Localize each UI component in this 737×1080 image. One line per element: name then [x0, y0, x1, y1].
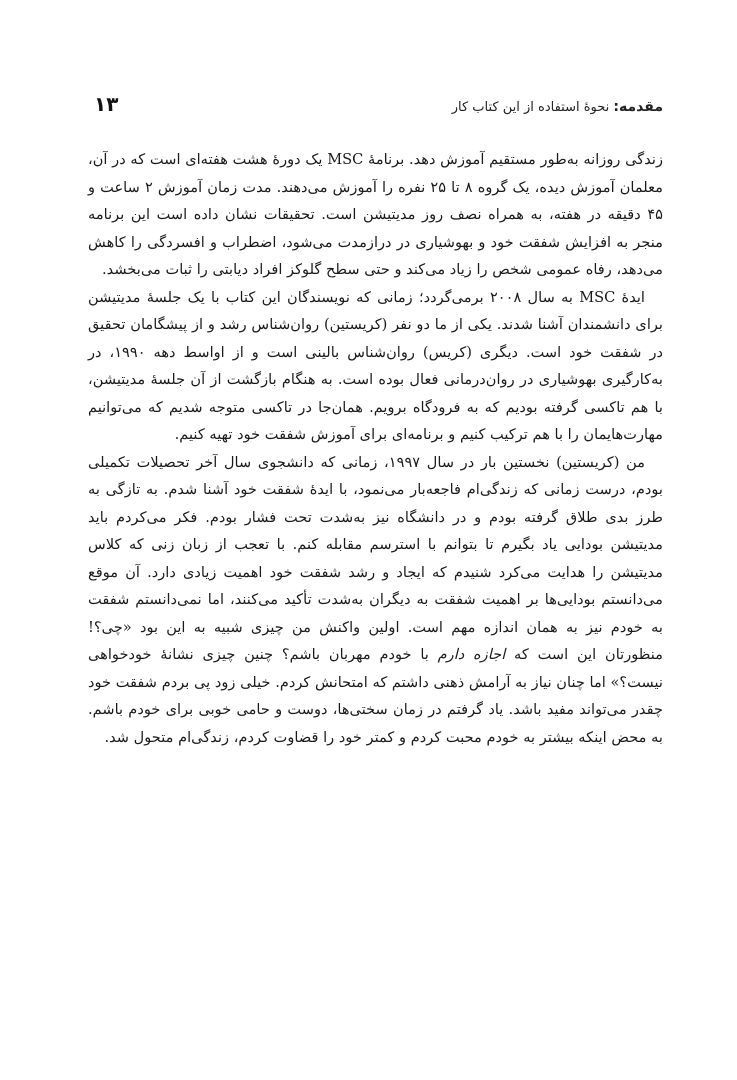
running-header [88, 92, 663, 132]
book-page [88, 92, 663, 751]
body-text [88, 146, 663, 751]
paragraph-3-italic-phrase: اجازه دارم [437, 646, 506, 663]
paragraph-2: ایدهٔ MSC به سال ۲۰۰۸ برمی‌گردد؛ زمانی که نویسندگان این کتاب با یک جلسهٔ مدیتیشن برای دانشمندان آشنا شدند. یکی از ما دو نفر (کریستین) روان‌شناس رشد و از پیشگامان تحقیق در شفقت خود است. دیگری (کریس) روان‌شناس بالینی است و از اواسط دهه ۱۹۹۰، در به‌کارگیری بهوشیاری در روان‌درمانی فعال بوده است. به هنگام بازگشت از آن جلسهٔ مدیتیشن، با هم تاکسی گرفته بودیم که به فرودگاه برویم. همان‌جا در تاکسی متوجه شدیم که می‌توانیم مهارت‌هایمان را با هم ترکیب کنیم و برنامه‌ای برای آموزش شفقت خود تهیه کنیم. [88, 288, 663, 443]
header-section-title: نحوهٔ استفاده از این کتاب کار [451, 100, 610, 115]
header-title [452, 99, 663, 115]
paragraph-3-text-after: با خودم مهربان باشم؟ چنین چیزی نشانهٔ خودخواهی نیست؟» اما چنان نیاز به آرامش ذهنی داشتم که امتحانش کردم. خیلی زود پی بردم شفقت خود چقدر می‌تواند مفید باشد. یاد گرفتم در زمان سختی‌ها، دوست و حامی خوبی برای خودم باشم. به محض اینکه بیشتر به خودم محبت کردم و کمتر خود را قضاوت کردم، زندگی‌ام متحول شد. [88, 646, 663, 746]
paragraph-1: زندگی روزانه به‌طور مستقیم آموزش دهد. برنامهٔ MSC یک دورهٔ هشت هفته‌ای است که در آن، معلمان آموزش دیده، یک گروه ۸ تا ۲۵ نفره را آموزش می‌دهند. مدت زمان آموزش ۲ ساعت و ۴۵ دقیقه در هفته، به همراه نصف روز مدیتیشن است. تحقیقات نشان داده است این برنامه منجر به افزایش شفقت خود و بهوشیاری در درازمدت می‌شود، اضطراب و افسردگی را کاهش می‌دهد، رفاه عمومی شخص را زیاد می‌کند و حتی سطح گلوکز افراد دیابتی را ثبات می‌بخشد. [88, 151, 663, 278]
paragraph-3-text-before: من (کریستین) نخستین بار در سال ۱۹۹۷، زمانی که دانشجوی سال آخر تحصیلات تکمیلی بودم، درست زمانی که زندگی‌ام فاجعه‌بار می‌نمود، با ایدهٔ شفقت خود آشنا شدم. به تازگی به طرز بدی طلاق گرفته بودم و در دانشگاه نیز به‌شدت تحت فشار بودم. فکر می‌کردم باید مدیتیشن بودایی یاد بگیرم تا بتوانم با استرسم مقابله کنم. با تعجب از زبان زنی که کلاس مدیتیشن را هدایت می‌کرد شنیدم که ایجاد و رشد شفقت خود اهمیت زیادی دارد. آن موقع می‌دانستم بودایی‌ها بر اهمیت شفقت به دیگران به‌شدت تأکید می‌کنند، اما نمی‌دانستم شفقت به خودم نیز به همان اندازه مهم است. اولین واکنش من چیزی شبیه به این بود «چی؟! منظورتان این است که [88, 453, 663, 663]
paragraph-3 [88, 449, 663, 752]
page-number: ۱۳ [94, 92, 119, 116]
header-section-label: مقدمه: [613, 99, 663, 115]
